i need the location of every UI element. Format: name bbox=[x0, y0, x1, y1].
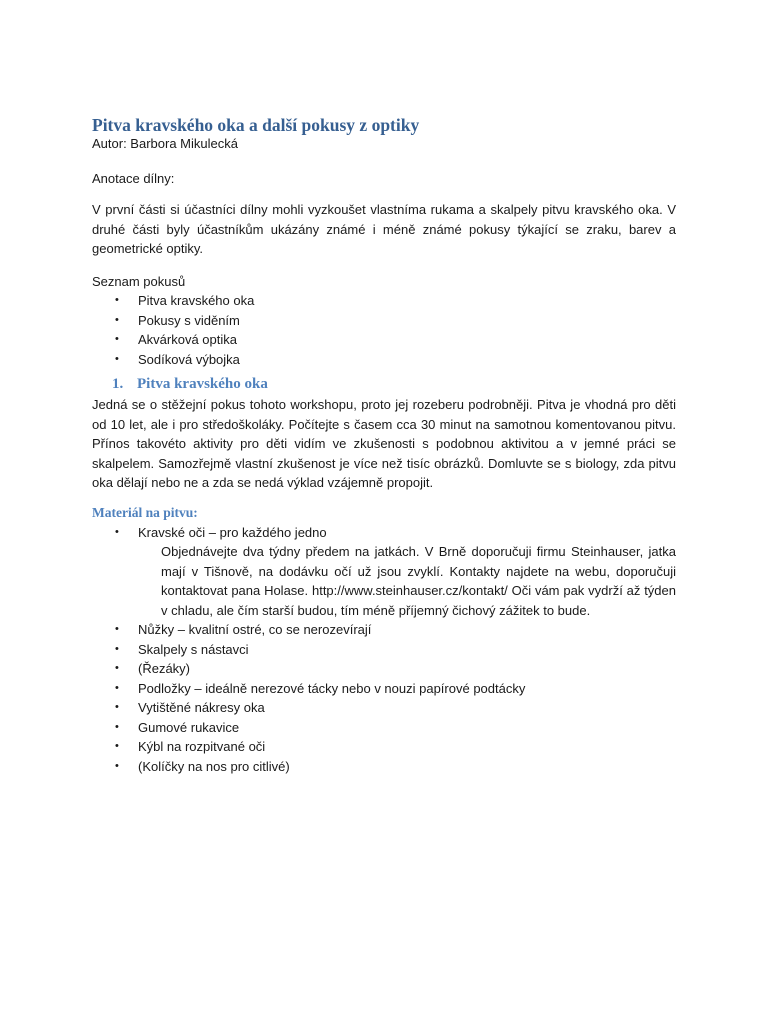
bullet-icon: • bbox=[115, 740, 119, 752]
experiments-list bbox=[92, 291, 676, 369]
list-item-text: Nůžky – kvalitní ostré, co se nerozevírají bbox=[138, 622, 372, 637]
bullet-icon: • bbox=[115, 681, 119, 694]
list-item bbox=[92, 311, 676, 331]
bullet-icon: • bbox=[115, 623, 119, 635]
bullet-icon: • bbox=[115, 759, 119, 772]
document-title: Pitva kravského oka a další pokusy z optiky bbox=[92, 115, 420, 135]
materials-list-continued bbox=[92, 620, 676, 776]
annotation-label: Anotace dílny: bbox=[92, 170, 175, 186]
bullet-icon: • bbox=[115, 352, 119, 365]
list-item bbox=[92, 718, 676, 738]
intro-paragraph: V první části si účastníci dílny mohli vyzkoušet vlastníma rukama a skalpely pitvu kravského oka. V druhé části byly účastníkům ukázány známé i méně známé pokusy týkající se zraku, barev a geometrické optiky. bbox=[92, 202, 676, 256]
list-item bbox=[92, 698, 676, 718]
list-item-text: (Kolíčky na nos pro citlivé) bbox=[138, 758, 290, 774]
list-item bbox=[92, 757, 676, 777]
bullet-icon: • bbox=[115, 701, 119, 713]
author-line: Autor: Barbora Mikulecká bbox=[92, 136, 238, 151]
list-item-text: Sodíková výbojka bbox=[138, 351, 240, 367]
list-item-text: Pokusy s viděním bbox=[138, 312, 240, 328]
eyes-note: Objednávejte dva týdny předem na jatkách. V Brně doporučuji firmu Steinhauser, jatka mají v Tišnově, na dodávku očí už jsou zvyklí. Kontakty najdete na webu, doporučuji kontaktovat pana Holase. http://www.steinhauser.cz/kontakt/ Oči vám pak vydrží až týden v chladu, ale čím starší budou, tím méně příjemný čichový zážitek to bude. bbox=[161, 544, 676, 618]
section-heading bbox=[92, 373, 676, 395]
list-item-text: Skalpely s nástavci bbox=[138, 641, 249, 657]
list-item-text: Gumové rukavice bbox=[138, 719, 240, 735]
list-item bbox=[92, 659, 676, 679]
list-item bbox=[92, 523, 676, 543]
list-item bbox=[92, 350, 676, 370]
list-item bbox=[92, 640, 676, 660]
section-paragraph: Jedná se o stěžejní pokus tohoto workshopu, proto jej rozeberu podrobněji. Pitva je vhodná pro děti od 10 let, ale i pro středoškoláky. Počítejte s časem cca 30 minut na samotnou komentovanou pitvu. Přínos takovéto aktivity pro děti vidím ve zkušenosti s podobnou aktivitou a v jemné práci se skalpelem. Samozřejmě vlastní zkušenost je více než tisíc obrázků. Domluvte se s biology, zda pitvu oka dělají nebo ne a zda se nedá výklad vzájemně propojit. bbox=[92, 397, 676, 490]
list-item-text: Podložky – ideálně nerezové tácky nebo v nouzi papírové podtácky bbox=[138, 680, 526, 696]
list-item bbox=[92, 679, 676, 699]
list-item bbox=[92, 737, 676, 757]
list-item-text: Akvárková optika bbox=[138, 332, 237, 347]
bullet-icon: • bbox=[115, 662, 119, 674]
list-item-text: Pitva kravského oka bbox=[138, 293, 255, 308]
list-item-text: Kýbl na rozpitvané oči bbox=[138, 739, 266, 754]
bullet-icon: • bbox=[115, 720, 119, 733]
section-number: 1. bbox=[112, 376, 124, 392]
bullet-icon: • bbox=[115, 525, 119, 538]
materials-list bbox=[92, 523, 676, 543]
bullet-icon: • bbox=[115, 333, 119, 345]
list-item bbox=[92, 330, 676, 350]
list-item bbox=[92, 291, 676, 311]
section-heading-text: Pitva kravského oka bbox=[137, 376, 268, 392]
bullet-icon: • bbox=[115, 313, 119, 326]
list-item-text: Kravské oči – pro každého jedno bbox=[138, 524, 327, 540]
materials-heading: Materiál na pitvu: bbox=[92, 504, 198, 520]
experiments-label: Seznam pokusů bbox=[92, 273, 186, 289]
document-content bbox=[92, 112, 676, 776]
list-item-text: Vytištěné nákresy oka bbox=[138, 700, 265, 715]
bullet-icon: • bbox=[115, 642, 119, 655]
bullet-icon: • bbox=[115, 294, 119, 306]
list-item-text: (Řezáky) bbox=[138, 661, 191, 676]
list-item bbox=[92, 620, 676, 640]
